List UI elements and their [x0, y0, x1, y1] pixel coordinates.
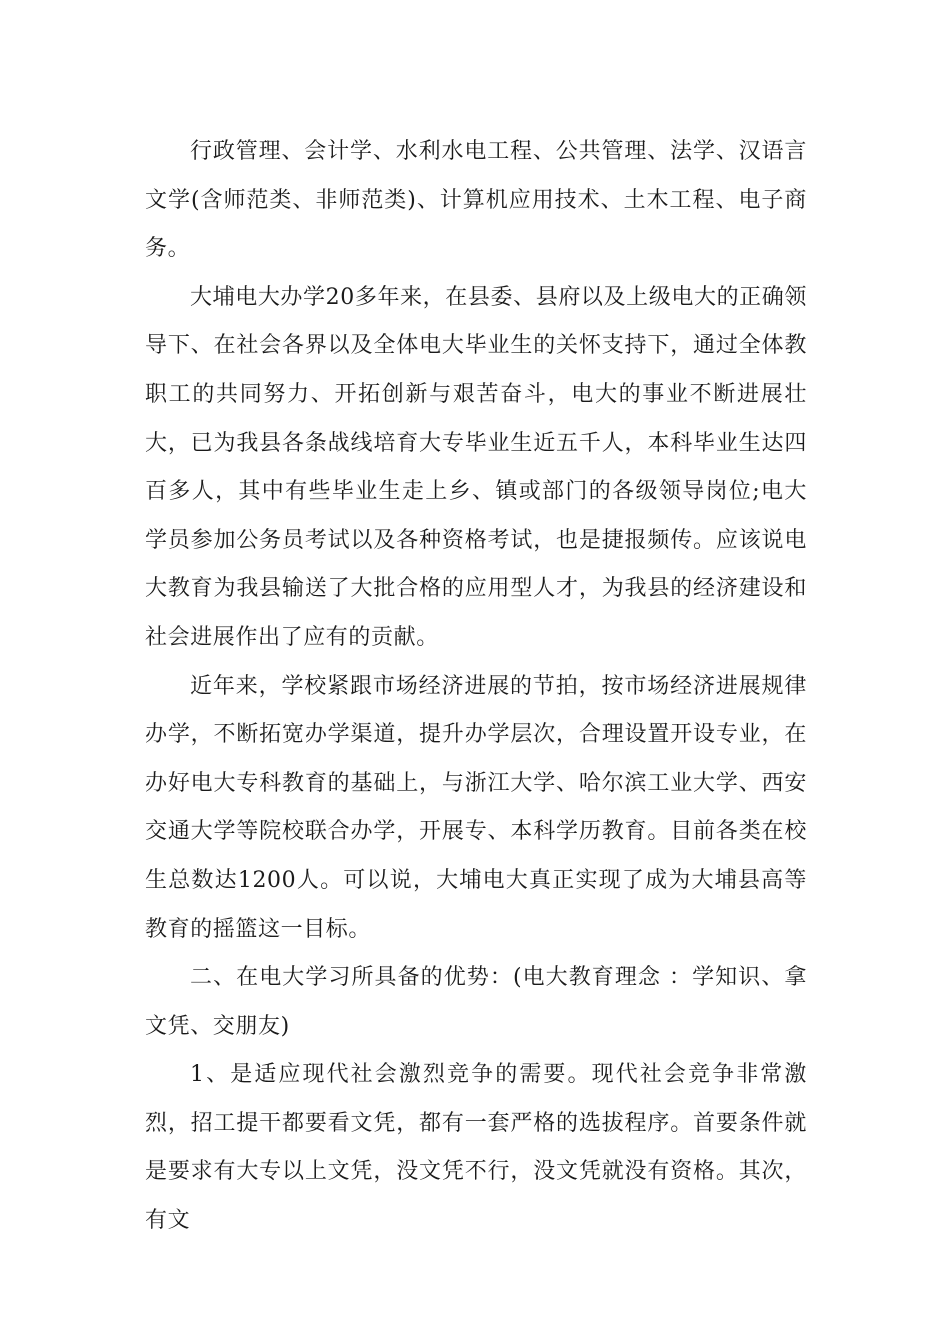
paragraph-school-history: 大埔电大办学20多年来，在县委、县府以及上级电大的正确领导下、在社会各界以及全体电大毕业生的关怀支持下，通过全体教职工的共同努力、开拓创新与艰苦奋斗，电大的事业不断进展壮大，已为我县各条战线培育大专毕业生近五千人，本科毕业生达四百多人，其中有些毕业生走上乡、镇或部门的各级领导岗位;电大学员参加公务员考试以及各种资格考试，也是捷报频传。应该说电大教育为我县输送了大批合格的应用型人才，为我县的经济建设和社会进展作出了应有的贡献。	[145, 284, 807, 650]
paragraph-advantage-one: 1、是适应现代社会激烈竞争的需要。现代社会竞争非常激烈，招工提干都要看文凭，都有一套严格的选拔程序。首要条件就是要求有大专以上文凭，没文凭不行，没文凭就没有资格。其次，有文	[145, 1062, 807, 1234]
paragraph-majors-list: 行政管理、会计学、水利水电工程、公共管理、法学、汉语言文学(含师范类、非师范类)、计算机应用技术、土木工程、电子商务。	[145, 139, 807, 262]
document-body	[145, 128, 807, 1246]
paragraph-recent-development: 近年来，学校紧跟市场经济进展的节拍，按市场经济进展规律办学，不断拓宽办学渠道，提升办学层次，合理设置开设专业，在办好电大专科教育的基础上，与浙江大学、哈尔滨工业大学、西安交通大学等院校联合办学，开展专、本科学历教育。目前各类在校生总数达1200人。可以说，大埔电大真正实现了成为大埔县高等教育的摇篮这一目标。	[145, 673, 807, 942]
section-heading-advantages: 二、在电大学习所具备的优势：(电大教育理念 ：学知识、拿文凭、交朋友)	[145, 965, 807, 1039]
